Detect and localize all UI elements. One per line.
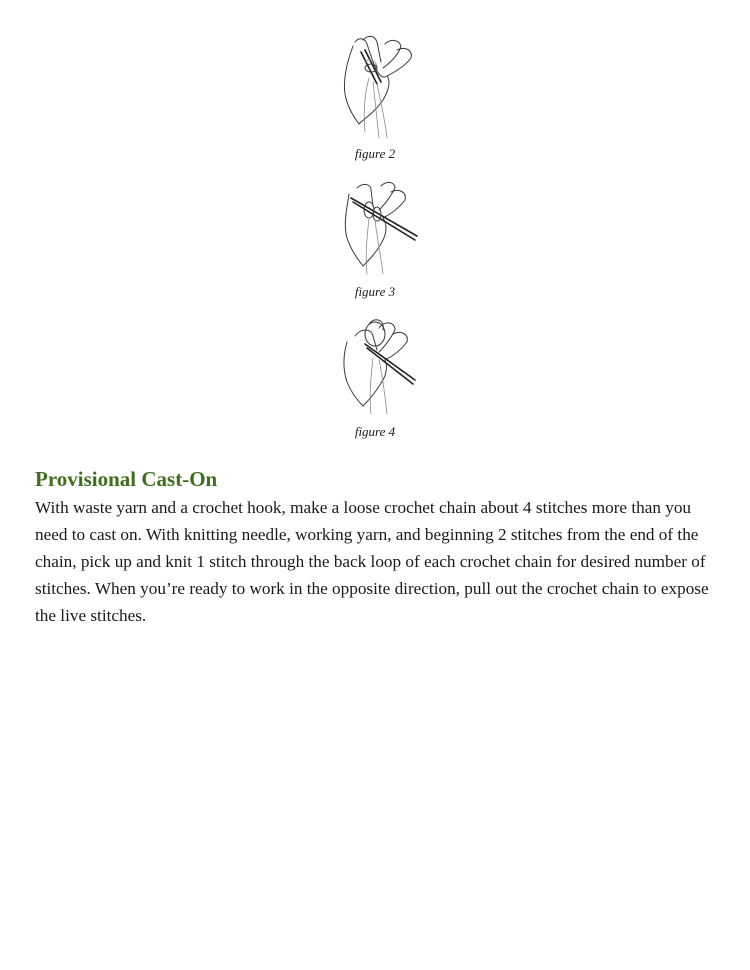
provisional-cast-on-section — [35, 466, 725, 629]
figure-caption: figure 4 — [354, 424, 396, 439]
figure-4 — [0, 314, 750, 440]
knitting-hand-illustration-2 — [325, 32, 425, 140]
knitting-hand-illustration-3 — [325, 178, 425, 278]
figure-3 — [0, 178, 750, 300]
section-heading: Provisional Cast-On — [35, 467, 218, 491]
section-body: With waste yarn and a crochet hook, make a loose crochet chain about 4 stitches more than you need to cast on. With knitting needle, working yarn, and beginning 2 stitches from the end of the chain, pick up and knit 1 stitch through the back loop of each crochet chain for desired number of stitches. When you’re ready to work in the opposite direction, pull out the crochet chain to expose the live stitches. — [35, 498, 709, 625]
figure-caption: figure 3 — [354, 284, 396, 299]
knitting-hand-illustration-4 — [325, 314, 425, 418]
figure-2 — [0, 32, 750, 162]
figure-caption: figure 2 — [354, 146, 396, 161]
